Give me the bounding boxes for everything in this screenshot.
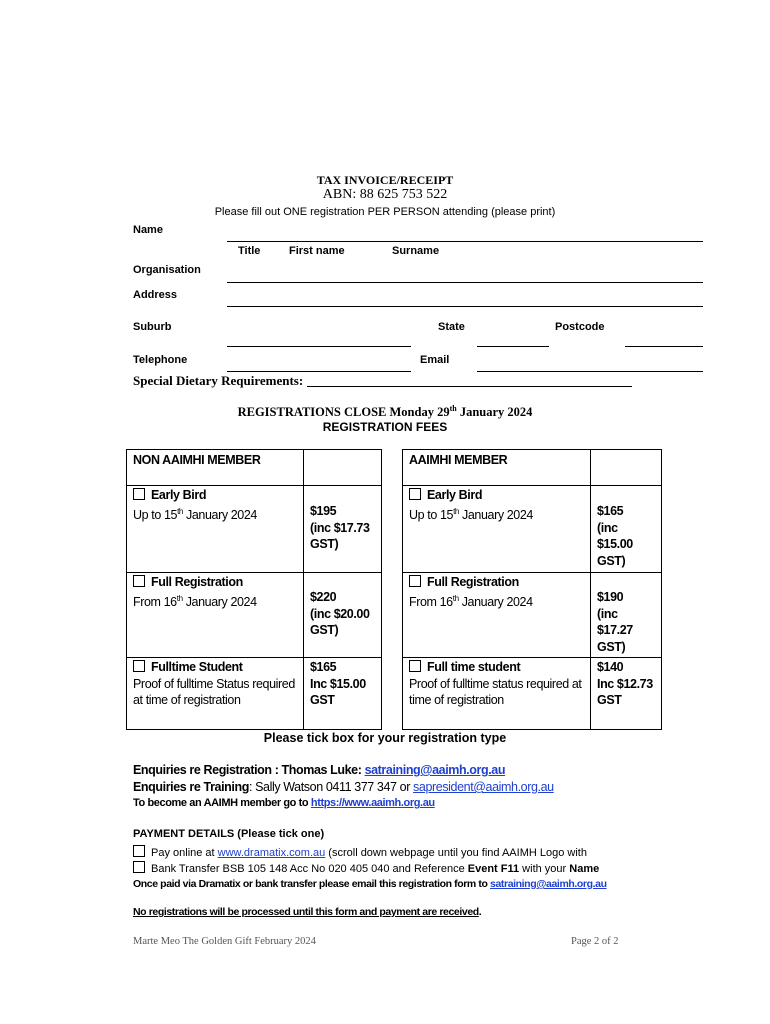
registrations-close: REGISTRATIONS CLOSE Monday 29th January 2024: [237, 404, 533, 419]
postcode-label: Postcode: [555, 321, 605, 333]
payment-bank-transfer: Bank Transfer BSB 105 148 Acc No 020 405 040 and Reference Event F11 with your Name: [133, 861, 599, 875]
telephone-field[interactable]: [227, 371, 411, 372]
state-label: State: [438, 321, 465, 333]
dramatix-link[interactable]: www.dramatix.com.au: [217, 847, 326, 859]
aaimh-website-link[interactable]: https://www.aaimh.org.au: [310, 797, 435, 809]
training-email-link[interactable]: sapresident@aaimh.org.au: [413, 780, 554, 794]
member-student-checkbox[interactable]: [409, 660, 421, 672]
member-early-bird: Early Bird Up to 15th January 2024: [409, 488, 533, 522]
invoice-title: TAX INVOICE/RECEIPT: [316, 173, 454, 187]
form-instruction: Please fill out ONE registration PER PERSON attending (please print): [214, 206, 556, 218]
member-early-bird-checkbox[interactable]: [409, 488, 421, 500]
member-full-registration-checkbox[interactable]: [409, 575, 421, 587]
payment-online: Pay online at www.dramatix.com.au (scroll down webpage until you find AAIMH Logo with: [133, 845, 587, 859]
address-field[interactable]: [227, 306, 703, 307]
address-label: Address: [133, 289, 178, 301]
member-full-time-student-price: $140 Inc $12.73 GST: [597, 660, 653, 707]
abn-number: ABN: 88 625 753 522: [322, 187, 448, 202]
once-paid-email-link[interactable]: satraining@aaimh.org.au: [490, 878, 607, 890]
footer-left: Marte Meo The Golden Gift February 2024: [133, 936, 316, 947]
no-registrations-note: No registrations will be processed until this form and payment are received.: [133, 906, 482, 918]
member-header: AAIMHI MEMBER: [409, 453, 508, 467]
state-field[interactable]: [477, 346, 549, 347]
non-member-early-bird-price: $195 (inc $17.73 GST): [310, 504, 370, 551]
telephone-label: Telephone: [133, 354, 188, 366]
enquiries-registration: Enquiries re Registration : Thomas Luke: satraining@aaimh.org.au: [133, 763, 506, 777]
non-member-fulltime-student: Fulltime Student Proof of fulltime Status required at time of registration: [133, 660, 295, 707]
full-registration-checkbox[interactable]: [133, 575, 145, 587]
enquiries-training: Enquiries re Training: Sally Watson 0411 377 347 or sapresident@aaimh.org.au: [133, 780, 554, 794]
non-member-fulltime-student-price: $165 Inc $15.00 GST: [310, 660, 366, 707]
fulltime-student-checkbox[interactable]: [133, 660, 145, 672]
non-member-full-registration-price: $220 (inc $20.00 GST): [310, 590, 370, 637]
pay-online-checkbox[interactable]: [133, 845, 145, 857]
surname-label: Surname: [392, 245, 440, 257]
bank-transfer-checkbox[interactable]: [133, 861, 145, 873]
first-name-label: First name: [289, 245, 345, 257]
registration-email-link[interactable]: satraining@aaimh.org.au: [364, 763, 506, 777]
non-member-header: NON AAIMHI MEMBER: [133, 453, 261, 467]
non-member-full-registration: Full Registration From 16th January 2024: [133, 575, 257, 609]
dietary-field[interactable]: [307, 386, 632, 387]
name-label: Name: [133, 224, 163, 236]
title-label: Title: [238, 245, 261, 257]
member-early-bird-price: $165 (inc $15.00 GST): [597, 504, 633, 568]
member-info: To become an AAIMH member go to https://www.aaimh.org.au: [133, 797, 435, 809]
early-bird-checkbox[interactable]: [133, 488, 145, 500]
member-full-registration: Full Registration From 16th January 2024: [409, 575, 533, 609]
payment-details-title: PAYMENT DETAILS (Please tick one): [133, 828, 325, 840]
email-field[interactable]: [477, 371, 703, 372]
organisation-label: Organisation: [133, 264, 201, 276]
tick-box-note: Please tick box for your registration type: [263, 731, 507, 745]
registration-fees-title: REGISTRATION FEES: [322, 420, 448, 434]
suburb-label: Suburb: [133, 321, 172, 333]
non-member-early-bird: Early Bird Up to 15th January 2024: [133, 488, 257, 522]
page-number: Page 2 of 2: [571, 936, 619, 947]
member-full-registration-price: $190 (inc $17.27 GST): [597, 590, 633, 654]
member-full-time-student: Full time student Proof of fulltime status required at time of registration: [409, 660, 582, 707]
postcode-field[interactable]: [625, 346, 703, 347]
dietary-label: Special Dietary Requirements:: [133, 373, 304, 388]
organisation-field[interactable]: [227, 282, 703, 283]
once-paid-note: Once paid via Dramatix or bank transfer please email this registration form to satraining@aaimh.org.au: [133, 878, 607, 890]
name-field[interactable]: [227, 241, 703, 242]
email-label: Email: [420, 354, 450, 366]
suburb-field[interactable]: [227, 346, 411, 347]
